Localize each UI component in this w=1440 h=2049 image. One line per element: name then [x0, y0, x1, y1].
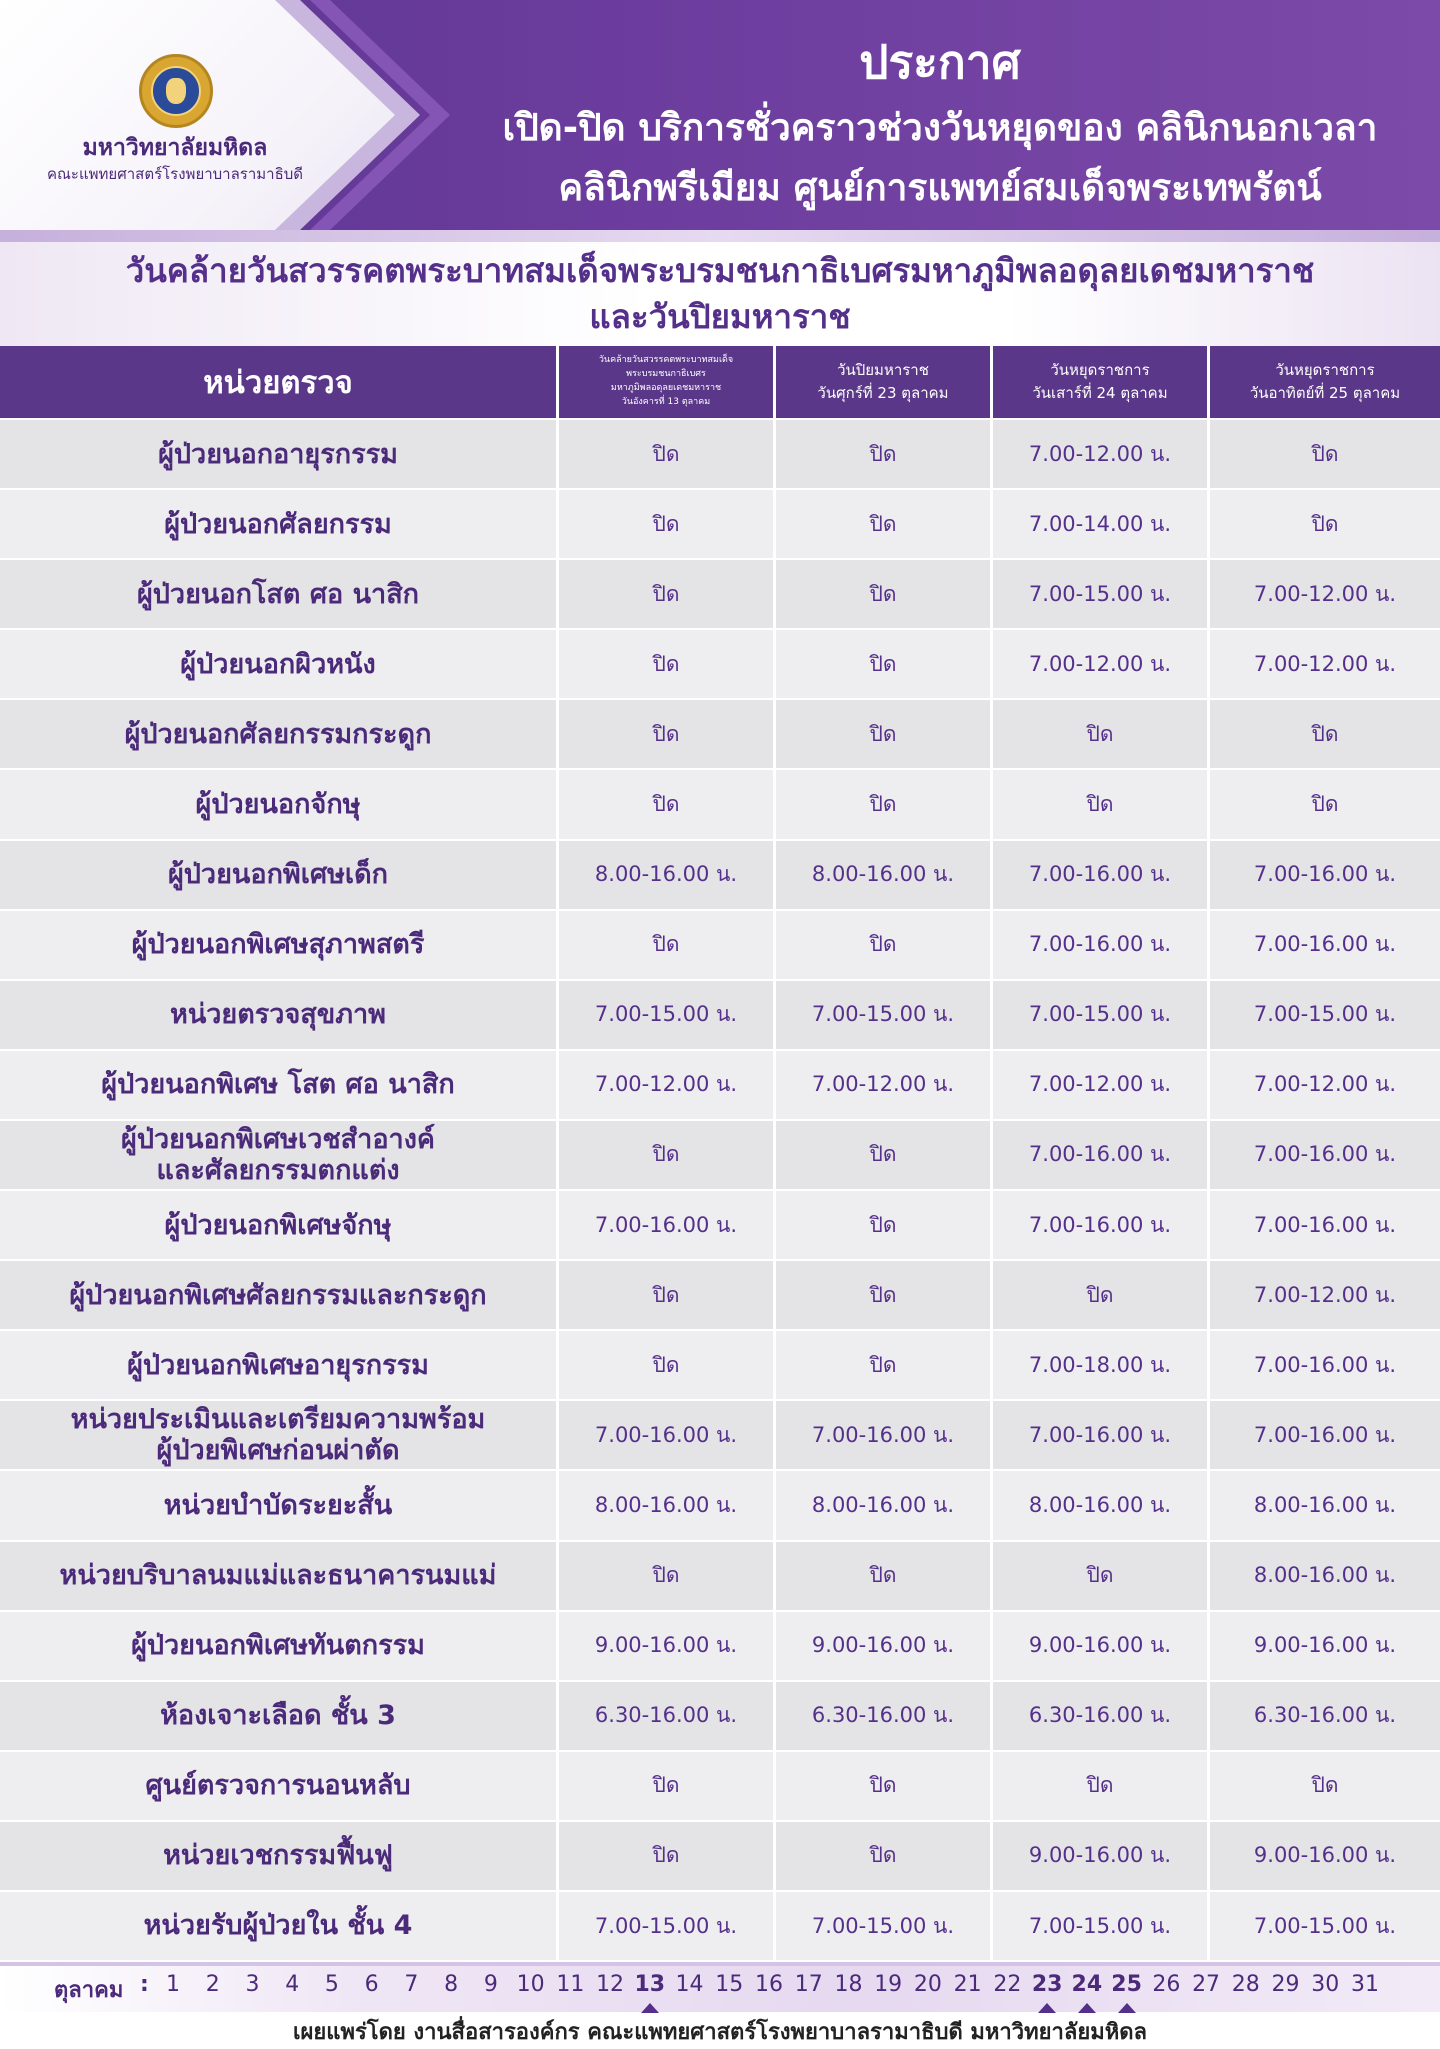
day-header-23-oct [773, 346, 990, 418]
schedule-cell: 7.00-14.00 น. [990, 490, 1207, 558]
table-row [0, 1469, 1440, 1539]
table-row [0, 1540, 1440, 1610]
schedule-cell: 7.00-12.00 น. [990, 630, 1207, 698]
day-header-text [1250, 359, 1400, 406]
schedule-cell: 7.00-15.00 น. [1207, 981, 1440, 1049]
calendar-day: 25 [1111, 1972, 1142, 1997]
calendar-divider [0, 1962, 1440, 1966]
calendar-day: 26 [1152, 1972, 1181, 1997]
calendar-day: 4 [285, 1972, 300, 1997]
schedule-cell: 8.00-16.00 น. [773, 1471, 990, 1539]
schedule-cell: ปิด [773, 490, 990, 558]
calendar-day: 19 [874, 1972, 903, 1997]
schedule-cell: 9.00-16.00 น. [990, 1612, 1207, 1680]
schedule-cell: 8.00-16.00 น. [773, 841, 990, 909]
schedule-cell: ปิด [556, 1331, 773, 1399]
calendar-day: 11 [556, 1972, 585, 1997]
schedule-cell: 7.00-16.00 น. [990, 1191, 1207, 1259]
calendar-day: 18 [834, 1972, 863, 1997]
calendar-day: 13 [634, 1972, 666, 1997]
calendar-day: 12 [596, 1972, 625, 1997]
announcement-subtitle-line2: คลินิกพรีเมียม ศูนย์การแพทย์สมเด็จพระเทพรัตน์ [558, 166, 1322, 209]
table-row [0, 1750, 1440, 1820]
highlight-triangle-icon [1078, 2003, 1096, 2013]
schedule-cell: 7.00-16.00 น. [1207, 1331, 1440, 1399]
day-header-line: วันเสาร์ที่ 24 ตุลาคม [1032, 384, 1168, 402]
schedule-cell: ปิด [773, 630, 990, 698]
schedule-cell: ปิด [1207, 490, 1440, 558]
day-header-line: วันศุกร์ที่ 23 ตุลาคม [817, 384, 949, 402]
calendar-day: 31 [1351, 1972, 1379, 1997]
table-row [0, 418, 1440, 488]
schedule-cell: ปิด [773, 1822, 990, 1890]
table-row [0, 1259, 1440, 1329]
schedule-cell: 7.00-15.00 น. [990, 560, 1207, 628]
table-row [0, 558, 1440, 628]
schedule-cell: ปิด [556, 911, 773, 979]
schedule-cell: 9.00-16.00 น. [556, 1612, 773, 1680]
schedule-cell: ปิด [990, 1261, 1207, 1329]
unit-name: ผู้ป่วยนอกพิเศษสุภาพสตรี [131, 929, 425, 961]
schedule-cell: ปิด [556, 1121, 773, 1189]
schedule-cell: ปิด [556, 700, 773, 768]
schedule-cell: ปิด [1207, 770, 1440, 838]
schedule-cell: ปิด [556, 1542, 773, 1610]
calendar-day: 2 [205, 1972, 220, 1997]
footer-credit: เผยแพร่โดย งานสื่อสารองค์กร คณะแพทยศาสตร์โรงพยาบาลรามาธิบดี มหาวิทยาลัยมหิดล [292, 2020, 1148, 2045]
schedule-cell: 9.00-16.00 น. [1207, 1612, 1440, 1680]
calendar-day: 9 [483, 1972, 498, 1997]
schedule-cell: ปิด [990, 770, 1207, 838]
schedule-cell: ปิด [773, 420, 990, 488]
schedule-cell: 7.00-15.00 น. [990, 981, 1207, 1049]
schedule-table [0, 346, 1440, 1960]
unit-name: ผู้ป่วยนอกพิเศษอายุรกรรม [127, 1349, 429, 1381]
schedule-cell: ปิด [773, 1752, 990, 1820]
table-row [0, 698, 1440, 768]
unit-name: ห้องเจาะเลือด ชั้น 3 [160, 1700, 396, 1732]
unit-name: หน่วยประเมินและเตรียมความพร้อม ผู้ป่วยพิเศษก่อนผ่าตัด [70, 1404, 486, 1467]
schedule-cell: ปิด [556, 1752, 773, 1820]
schedule-cell: 7.00-12.00 น. [556, 1051, 773, 1119]
schedule-cell: ปิด [990, 1542, 1207, 1610]
unit-name: หน่วยบริบาลนมแม่และธนาคารนมแม่ [59, 1560, 497, 1592]
schedule-cell: 7.00-15.00 น. [556, 1892, 773, 1960]
schedule-cell: ปิด [556, 560, 773, 628]
schedule-cell: 6.30-16.00 น. [556, 1682, 773, 1750]
schedule-cell: 7.00-15.00 น. [556, 981, 773, 1049]
unit-name: ผู้ป่วยนอกโสต ศอ นาสิก [136, 578, 420, 610]
calendar-day: 10 [516, 1972, 545, 1997]
schedule-cell: 7.00-15.00 น. [1207, 1892, 1440, 1960]
day-header-line: พระบรมชนกาธิเบศร [626, 369, 706, 380]
table-row [0, 1680, 1440, 1750]
unit-name: ผู้ป่วยนอกพิเศษเด็ก [167, 859, 389, 891]
unit-name: ผู้ป่วยนอกพิเศษเวชสำอางค์ และศัลยกรรมตกแต่ง [121, 1123, 435, 1186]
schedule-cell: ปิด [773, 911, 990, 979]
unit-name: ผู้ป่วยนอกพิเศษทันตกรรม [131, 1630, 425, 1662]
calendar-day: 7 [404, 1972, 419, 1997]
schedule-cell: ปิด [773, 1542, 990, 1610]
table-row [0, 909, 1440, 979]
schedule-cell: ปิด [773, 1121, 990, 1189]
schedule-cell: ปิด [556, 420, 773, 488]
day-header-line: มหาภูมิพลอดุลยเดชมหาราช [610, 383, 722, 393]
day-header-line: วันปิยมหาราช [837, 360, 929, 379]
day-header-line: วันอาทิตย์ที่ 25 ตุลาคม [1249, 384, 1401, 402]
schedule-cell: ปิด [1207, 1752, 1440, 1820]
calendar-day: 17 [794, 1972, 823, 1997]
table-row [0, 768, 1440, 838]
calendar-day: 8 [444, 1972, 459, 1997]
schedule-cell: 7.00-12.00 น. [1207, 630, 1440, 698]
band-stripe [0, 230, 1440, 242]
unit-name: หน่วยตรวจสุขภาพ [170, 999, 386, 1031]
schedule-cell: 7.00-12.00 น. [990, 1051, 1207, 1119]
calendar-day: 30 [1311, 1972, 1340, 1997]
schedule-cell: 7.00-16.00 น. [990, 841, 1207, 909]
schedule-cell: 7.00-16.00 น. [1207, 911, 1440, 979]
highlight-triangle-icon [641, 2003, 659, 2013]
schedule-cell: 7.00-16.00 น. [1207, 841, 1440, 909]
table-body [0, 418, 1440, 1960]
calendar-day: 16 [755, 1972, 783, 1997]
table-row [0, 1399, 1440, 1469]
schedule-cell: ปิด [773, 770, 990, 838]
schedule-cell: 7.00-15.00 น. [773, 1892, 990, 1960]
table-header-row [0, 346, 1440, 418]
schedule-cell: 6.30-16.00 น. [1207, 1682, 1440, 1750]
mahidol-seal-icon [139, 54, 213, 128]
schedule-cell: ปิด [773, 1331, 990, 1399]
schedule-cell: ปิด [556, 1822, 773, 1890]
unit-name: ผู้ป่วยนอกพิเศษจักษุ [164, 1209, 392, 1241]
occasion-line2: และวันปิยมหาราช [589, 297, 851, 336]
occasion-band [0, 230, 1440, 346]
schedule-cell: 7.00-16.00 น. [990, 911, 1207, 979]
schedule-cell: 7.00-12.00 น. [773, 1051, 990, 1119]
table-row [0, 1890, 1440, 1960]
calendar-strip [0, 1962, 1440, 2012]
schedule-cell: 9.00-16.00 น. [1207, 1822, 1440, 1890]
schedule-cell: ปิด [1207, 700, 1440, 768]
schedule-cell: 8.00-16.00 น. [556, 841, 773, 909]
schedule-cell: 7.00-15.00 น. [773, 981, 990, 1049]
schedule-cell: ปิด [773, 560, 990, 628]
schedule-cell: ปิด [990, 1752, 1207, 1820]
schedule-cell: 7.00-16.00 น. [1207, 1191, 1440, 1259]
table-row [0, 1610, 1440, 1680]
table-row [0, 1119, 1440, 1189]
highlight-triangle-icon [1038, 2003, 1056, 2013]
schedule-cell: 8.00-16.00 น. [1207, 1471, 1440, 1539]
day-header-line: วันคล้ายวันสวรรคตพระบาทสมเด็จ [598, 355, 734, 366]
calendar-day: 21 [953, 1972, 982, 1997]
day-header-text [599, 354, 733, 410]
schedule-cell: 7.00-16.00 น. [1207, 1121, 1440, 1189]
calendar-day: 28 [1231, 1972, 1260, 1997]
calendar-day: 15 [715, 1972, 744, 1997]
highlight-triangle-icon [1118, 2003, 1136, 2013]
calendar-day: 1 [166, 1972, 180, 1997]
calendar-day: 27 [1192, 1972, 1221, 1997]
calendar-day: 20 [913, 1972, 942, 1997]
announcement-subtitle-line1: เปิด-ปิด บริการชั่วคราวช่วงวันหยุดของ คลินิกนอกเวลา [502, 106, 1378, 149]
schedule-cell: 7.00-16.00 น. [556, 1191, 773, 1259]
calendar-day: 14 [675, 1972, 704, 1997]
schedule-cell: 7.00-12.00 น. [990, 420, 1207, 488]
day-header-line: วันอังคารที่ 13 ตุลาคม [621, 396, 711, 407]
schedule-cell: 7.00-12.00 น. [1207, 1051, 1440, 1119]
calendar-day: 22 [993, 1972, 1022, 1997]
unit-column-header: หน่วยตรวจ [203, 365, 353, 401]
schedule-cell: ปิด [990, 700, 1207, 768]
calendar-separator: : [140, 1972, 149, 1997]
schedule-cell: 8.00-16.00 น. [1207, 1542, 1440, 1610]
schedule-cell: ปิด [773, 1261, 990, 1329]
schedule-cell: ปิด [556, 770, 773, 838]
schedule-cell: ปิด [773, 1191, 990, 1259]
schedule-cell: 9.00-16.00 น. [990, 1822, 1207, 1890]
table-row [0, 1189, 1440, 1259]
faculty-name: คณะแพทยศาสตร์โรงพยาบาลรามาธิบดี [46, 165, 304, 183]
calendar-day: 23 [1031, 1972, 1063, 1997]
table-row [0, 979, 1440, 1049]
unit-name: ศูนย์ตรวจการนอนหลับ [145, 1770, 411, 1802]
table-row [0, 839, 1440, 909]
table-row [0, 1049, 1440, 1119]
table-row [0, 628, 1440, 698]
schedule-cell: 7.00-16.00 น. [990, 1401, 1207, 1469]
schedule-cell: 7.00-12.00 น. [1207, 1261, 1440, 1329]
table-row [0, 488, 1440, 558]
announcement-title: ประกาศ [859, 35, 1021, 89]
schedule-cell: 7.00-16.00 น. [1207, 1401, 1440, 1469]
calendar-day: 6 [364, 1972, 379, 1997]
schedule-cell: ปิด [556, 1261, 773, 1329]
unit-name: ผู้ป่วยนอกผิวหนัง [180, 648, 376, 680]
schedule-cell: 7.00-18.00 น. [990, 1331, 1207, 1399]
schedule-cell: 8.00-16.00 น. [556, 1471, 773, 1539]
schedule-cell: 7.00-16.00 น. [556, 1401, 773, 1469]
university-name: มหาวิทยาลัยมหิดล [82, 134, 268, 161]
day-header-text [1032, 359, 1167, 406]
schedule-cell: 6.30-16.00 น. [990, 1682, 1207, 1750]
table-row [0, 1820, 1440, 1890]
unit-name: ผู้ป่วยนอกศัลยกรรมกระดูก [124, 718, 432, 750]
announcement-header [0, 0, 1440, 230]
unit-name: ผู้ป่วยนอกอายุรกรรม [158, 438, 398, 470]
day-header-text [817, 359, 948, 406]
schedule-cell: ปิด [773, 700, 990, 768]
unit-name: หน่วยเวชกรรมฟื้นฟู [163, 1840, 393, 1872]
calendar-day: 3 [245, 1972, 260, 1997]
calendar-month-label: ตุลาคม [54, 1978, 124, 2003]
unit-name: ผู้ป่วยนอกศัลยกรรม [164, 508, 392, 540]
unit-name: ผู้ป่วยนอกจักษุ [195, 788, 361, 820]
day-header-25-oct [1207, 346, 1440, 418]
schedule-cell: 7.00-16.00 น. [773, 1401, 990, 1469]
schedule-cell: ปิด [556, 490, 773, 558]
unit-name: หน่วยรับผู้ป่วยใน ชั้น 4 [143, 1910, 413, 1942]
schedule-cell: 6.30-16.00 น. [773, 1682, 990, 1750]
calendar-day: 29 [1271, 1972, 1300, 1997]
day-header-13-oct [556, 346, 773, 418]
unit-name: ผู้ป่วยนอกพิเศษ โสต ศอ นาสิก [101, 1069, 455, 1101]
occasion-line1: วันคล้ายวันสวรรคตพระบาทสมเด็จพระบรมชนกาธิเบศรมหาภูมิพลอดุลยเดชมหาราช [125, 251, 1315, 290]
schedule-cell: 8.00-16.00 น. [990, 1471, 1207, 1539]
schedule-cell: ปิด [556, 630, 773, 698]
schedule-cell: 9.00-16.00 น. [773, 1612, 990, 1680]
calendar-day: 5 [324, 1972, 339, 1997]
calendar-day: 24 [1071, 1972, 1103, 1997]
schedule-cell: 7.00-16.00 น. [990, 1121, 1207, 1189]
schedule-cell: ปิด [1207, 420, 1440, 488]
unit-name: ผู้ป่วยนอกพิเศษศัลยกรรมและกระดูก [69, 1279, 487, 1311]
unit-name: หน่วยบำบัดระยะสั้น [163, 1489, 393, 1521]
day-header-24-oct [990, 346, 1207, 418]
day-header-line: วันหยุดราชการ [1275, 360, 1375, 379]
day-header-line: วันหยุดราชการ [1050, 360, 1150, 379]
table-row [0, 1329, 1440, 1399]
schedule-cell: 7.00-12.00 น. [1207, 560, 1440, 628]
schedule-cell: 7.00-15.00 น. [990, 1892, 1207, 1960]
